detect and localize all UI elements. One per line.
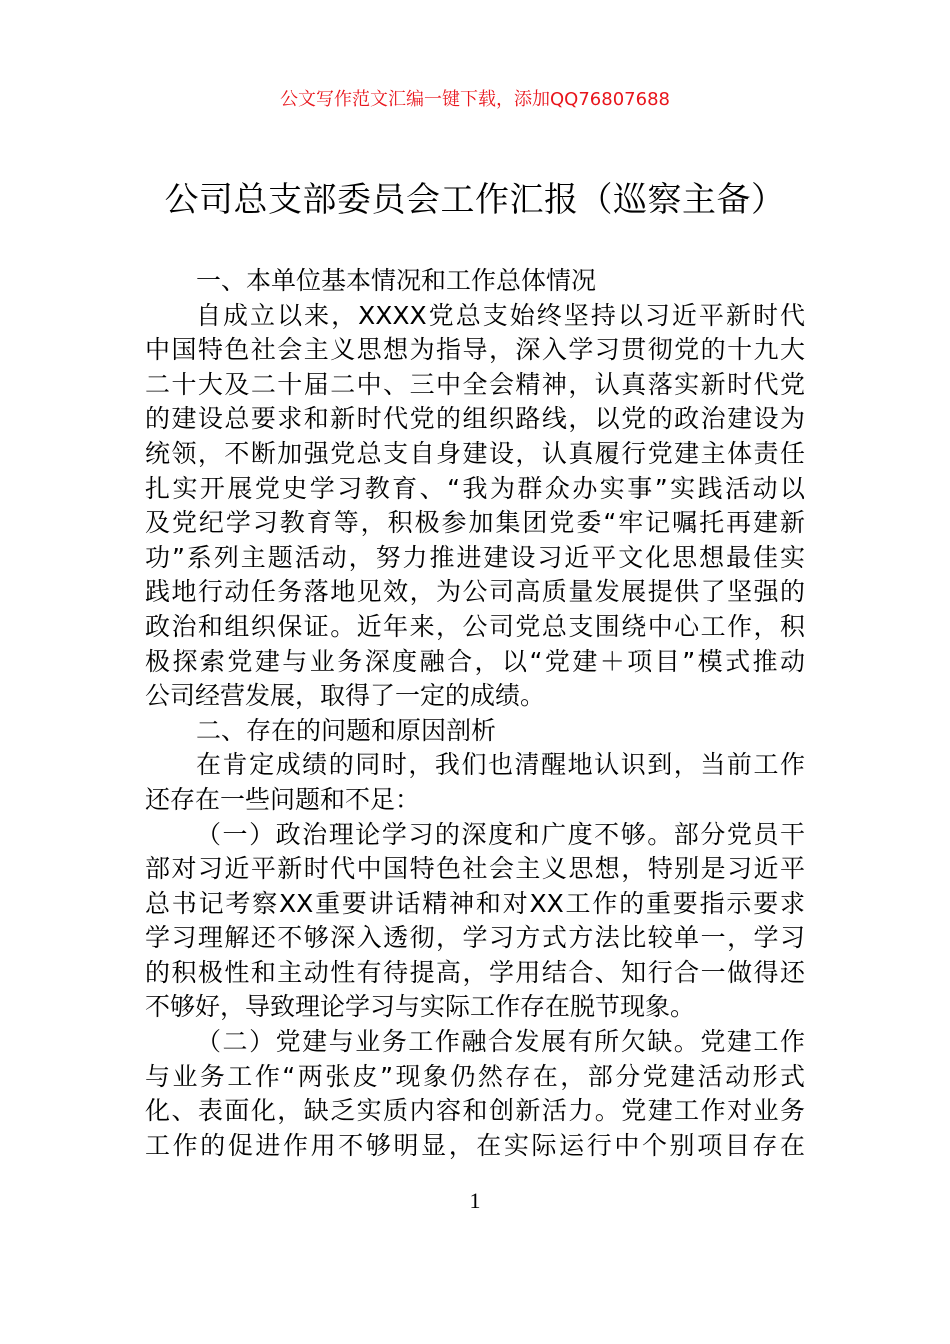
page-number: 1	[469, 1188, 481, 1213]
text-line: 与业务工作“两张皮”现象仍然存在，部分党建活动形式	[145, 1061, 805, 1091]
text-line: 在肯定成绩的同时，我们也清醒地认识到，当前工作	[196, 750, 805, 780]
text-line: 化、表面化，缺乏实质内容和创新活力。党建工作对业务	[145, 1096, 805, 1126]
text-line: 总书记考察XX重要讲话精神和对XX工作的重要指示要求	[145, 888, 805, 918]
text-line: 公司经营发展，取得了一定的成绩。	[145, 681, 546, 711]
text-line: 极探索党建与业务深度融合，以“党建＋项目”模式推动	[145, 646, 805, 676]
text-line: 自成立以来，XXXX党总支始终坚持以习近平新时代	[196, 300, 805, 330]
text-line: 一、本单位基本情况和工作总体情况	[196, 266, 597, 295]
text-line: 中国特色社会主义思想为指导，深入学习贯彻党的十九大	[145, 335, 805, 365]
text-line: （二）党建与业务工作融合发展有所欠缺。党建工作	[196, 1027, 805, 1057]
text-line: 二十大及二十届二中、三中全会精神，认真落实新时代党	[145, 369, 805, 399]
text-line: 部对习近平新时代中国特色社会主义思想，特别是习近平	[145, 854, 805, 884]
text-line: 践地行动任务落地见效，为公司高质量发展提供了坚强的	[145, 577, 805, 607]
text-line: 不够好，导致理论学习与实际工作存在脱节现象。	[145, 992, 696, 1022]
text-line: （一）政治理论学习的深度和广度不够。部分党员干	[196, 819, 805, 849]
document-body	[145, 264, 805, 1163]
text-line: 政治和组织保证。近年来，公司党总支围绕中心工作，积	[145, 611, 805, 641]
text-line: 工作的促进作用不够明显，在实际运行中个别项目存在	[145, 1130, 805, 1160]
document-title: 公司总支部委员会工作汇报（巡察主备）	[164, 180, 786, 220]
text-line: 及党纪学习教育等，积极参加集团党委“牢记嘱托再建新	[145, 508, 805, 538]
text-line: 二、存在的问题和原因剖析	[196, 715, 497, 745]
text-line: 学习理解还不够深入透彻，学习方式方法比较单一，学习	[145, 923, 805, 953]
text-line: 扎实开展党史学习教育、“我为群众办实事”实践活动以	[145, 473, 805, 503]
download-banner-link[interactable]: 公文写作范文汇编一键下载，添加QQ76807688	[280, 89, 670, 110]
text-line: 统领，不断加强党总支自身建设，认真履行党建主体责任	[145, 438, 805, 468]
text-line: 的建设总要求和新时代党的组织路线，以党的政治建设为	[145, 404, 805, 434]
text-line: 功”系列主题活动，努力推进建设习近平文化思想最佳实	[145, 542, 805, 572]
text-line: 还存在一些问题和不足：	[145, 784, 421, 814]
text-line: 的积极性和主动性有待提高，学用结合、知行合一做得还	[145, 957, 805, 987]
